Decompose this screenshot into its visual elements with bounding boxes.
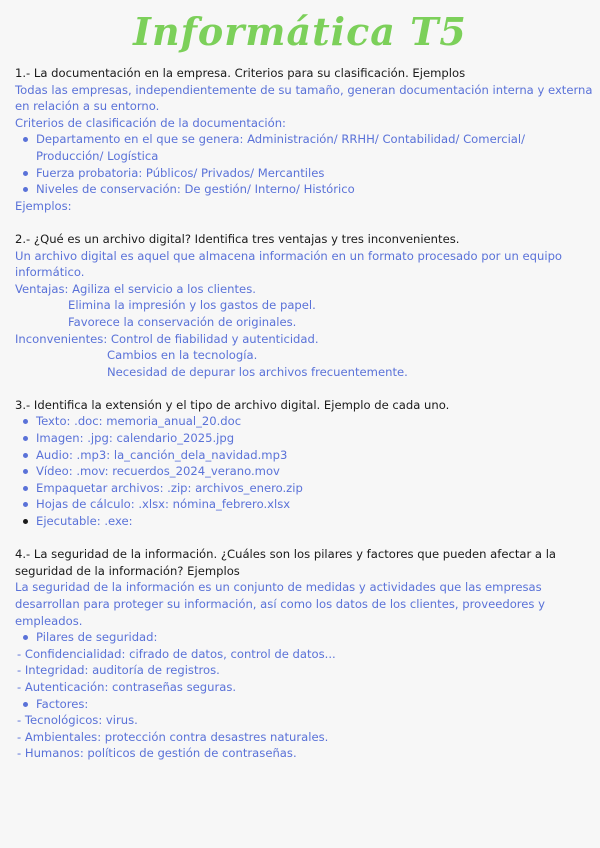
pillars-heading: Pilares de seguridad: [15, 629, 585, 646]
file-type-item: Imagen: .jpg: calendario_2025.jpg [15, 430, 585, 447]
spacer [15, 380, 585, 397]
file-type-item: Texto: .doc: memoria_anual_20.doc [15, 413, 585, 430]
pillar-item: - Autenticación: contraseñas seguras. [17, 679, 237, 694]
examples-label: Ejemplos: [15, 198, 72, 213]
criteria-heading: Criterios de clasificación de la documentación: [15, 115, 286, 130]
answer-4-line: La seguridad de la información es un conjunto de medidas y actividades que las empresas [15, 580, 542, 595]
question-1: 1.- La documentación en la empresa. Criterios para su clasificación. Ejemplos [15, 66, 466, 80]
page-title: Informática T5 [133, 9, 467, 54]
pillar-item: - Integridad: auditoría de registros. [17, 663, 220, 678]
pillar-item: - Confidencialidad: cifrado de datos, control de datos... [17, 646, 336, 661]
file-type-item: Vídeo: .mov: recuerdos_2024_verano.mov [15, 463, 585, 480]
file-type-item: Hojas de cálculo: .xlsx: nómina_febrero.xlsx [15, 496, 585, 513]
disadvantage-line: Necesidad de depurar los archivos frecuentemente. [107, 364, 408, 379]
answer-4-line: empleados. [15, 613, 83, 628]
factors-heading: Factores: [15, 696, 585, 713]
advantage-line: Elimina la impresión y los gastos de papel. [68, 298, 316, 313]
factor-item: - Humanos: políticos de gestión de contraseñas. [17, 746, 297, 761]
disadvantage-line: Cambios en la tecnología. [107, 348, 258, 363]
spacer [15, 214, 585, 231]
file-type-item: Empaquetar archivos: .zip: archivos_enero.zip [15, 480, 585, 497]
file-type-item: Audio: .mp3: la_canción_dela_navidad.mp3 [15, 447, 585, 464]
document-body [15, 65, 593, 762]
disadvantage-line: Inconvenientes: Control de fiabilidad y autenticidad. [15, 331, 319, 346]
criteria-bullet: Departamento en el que se genera: Administración/ RRHH/ Contabilidad/ Comercial/ [15, 131, 585, 148]
criteria-bullet: Fuerza probatoria: Públicos/ Privados/ Mercantiles [15, 165, 585, 182]
criteria-bullet: Niveles de conservación: De gestión/ Interno/ Histórico [15, 181, 585, 198]
criteria-bullet-continuation: Producción/ Logística [36, 148, 159, 163]
spacer [15, 530, 585, 547]
answer-2-line: Un archivo digital es aquel que almacena información en un formato procesado por un equipo [15, 248, 563, 263]
question-4-line: seguridad de la información? Ejemplos [15, 563, 240, 578]
answer-4-line: desarrollan para proteger su información, así como los datos de los clientes, proveedores y [15, 597, 546, 611]
factor-item: - Tecnológicos: virus. [17, 713, 138, 728]
question-3: 3.- Identifica la extensión y el tipo de archivo digital. Ejemplo de cada uno. [15, 397, 450, 412]
advantage-line: Favorece la conservación de originales. [68, 314, 297, 329]
advantage-line: Ventajas: Agiliza el servicio a los clientes. [15, 281, 256, 296]
question-4-line: 4.- La seguridad de la información. ¿Cuáles son los pilares y factores que pueden afectar a la [15, 547, 557, 562]
answer-1-line: Todas las empresas, independientemente de su tamaño, generan documentación interna y externa [15, 82, 593, 97]
answer-2-line: informático. [15, 265, 85, 280]
factor-item: - Ambientales: protección contra desastres naturales. [17, 729, 329, 744]
question-2: 2.- ¿Qué es un archivo digital? Identifica tres ventajas y tres inconvenientes. [15, 231, 460, 246]
file-type-item: Ejecutable: .exe: [15, 513, 585, 530]
answer-1-line: en relación a su entorno. [15, 99, 160, 114]
